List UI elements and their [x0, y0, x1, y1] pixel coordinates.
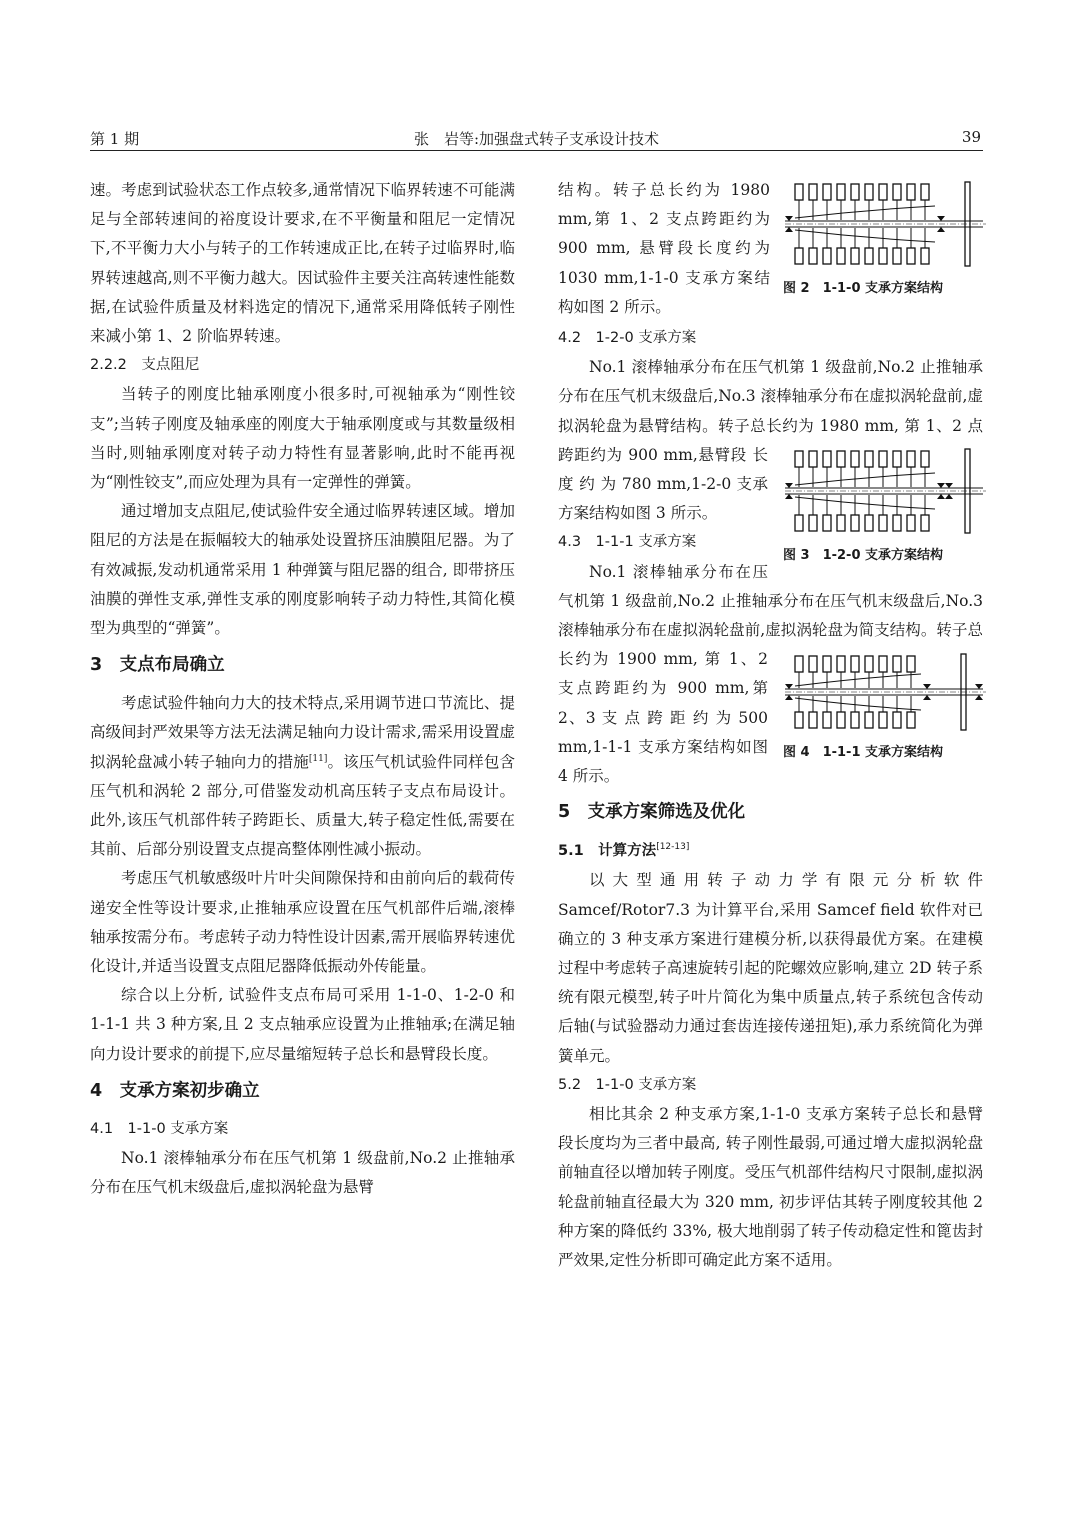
bearing-symbol: [923, 684, 931, 689]
drum-outline: [795, 473, 935, 485]
drum-outline: [795, 674, 921, 686]
bearing-symbol: [785, 684, 793, 689]
compressor-disk: [907, 712, 915, 728]
compressor-disk: [809, 451, 817, 467]
bearing-symbol: [923, 695, 931, 700]
compressor-disk: [851, 451, 859, 467]
compressor-disk: [823, 248, 831, 264]
drum-outline: [795, 698, 921, 710]
compressor-disk: [795, 184, 803, 200]
compressor-disk: [837, 515, 845, 531]
figure-4: [783, 652, 988, 767]
compressor-disk: [851, 184, 859, 200]
citation: [11]: [308, 753, 328, 764]
compressor-disk: [865, 656, 873, 672]
figure-2-caption: 图 2 1-1-0 支承方案结构: [783, 281, 944, 296]
compressor-disk: [879, 515, 887, 531]
compressor-disk: [865, 515, 873, 531]
compressor-disk: [921, 248, 929, 264]
figure-3-caption: 图 3 1-2-0 支承方案结构: [783, 548, 944, 564]
compressor-disk: [865, 451, 873, 467]
compressor-disk: [907, 515, 915, 531]
compressor-disk: [795, 451, 803, 467]
compressor-disk: [795, 712, 803, 728]
compressor-disk: [823, 712, 831, 728]
compressor-disk: [851, 248, 859, 264]
figure-2: [783, 180, 988, 303]
compressor-disk: [865, 248, 873, 264]
subsection-heading-4-1: 4.1 1-1-0 支承方案: [90, 1120, 229, 1137]
compressor-disk: [893, 451, 901, 467]
compressor-disk: [921, 515, 929, 531]
compressor-disk: [837, 184, 845, 200]
paragraph: No.1 滚棒轴承分布在压气机第 1 级盘前,No.2 止推轴承分布在压气机末级盘后,No.3 滚棒轴承分布在虚拟涡轮盘前,虚拟涡轮盘为简支结构。转子总长约为 1900 mm, 第 1、2 支点跨距约为 900 mm,第 2、3 支 点 跨 距 约 为 500 mm,1-1-1 支承方案结构如图 4 所示。: [558, 562, 983, 786]
subsection-heading-4-2: 4.2 1-2-0 支承方案: [558, 330, 697, 347]
compressor-disk: [809, 656, 817, 672]
compressor-disk: [865, 712, 873, 728]
rotor-diagram-1-1-1: [783, 652, 988, 732]
compressor-disk: [865, 184, 873, 200]
drum-outline: [795, 206, 935, 218]
compressor-disk: [809, 515, 817, 531]
paragraph: 当转子的刚度比轴承刚度小很多时,可视轴承为“刚性铰支”;当转子刚度及轴承座的刚度大于轴承刚度或与其数量级相当时,则轴承刚度对转子动力特性有显著影响,此时不能再视为“刚性铰支”,而应处理为具有一定弹性的弹簧。: [90, 385, 515, 492]
compressor-disk: [879, 451, 887, 467]
section-heading-5: 5 支承方案筛选及优化: [558, 802, 746, 823]
compressor-disk: [921, 184, 929, 200]
page-number: 39: [961, 128, 981, 146]
subsection-heading-5-1: 5.1 计算方法[12-13]: [558, 842, 690, 860]
compressor-disk: [907, 656, 915, 672]
figure-4-caption: 图 4 1-1-1 支承方案结构: [783, 744, 944, 760]
compressor-disk: [893, 248, 901, 264]
compressor-disk: [907, 248, 915, 264]
compressor-disk: [837, 451, 845, 467]
compressor-disk: [837, 248, 845, 264]
paragraph: 以大型通用转子动力学有限元分析软件 Samcef/Rotor7.3 为计算平台,采用 Samcef field 软件对已确立的 3 种支承方案进行建模分析,以获得最优方案。在建模过程中考虑转子高速旋转引起的陀螺效应影响,建立 2D 转子系统有限元模型,转子叶片简化为集中质量点,转子系统包含传动后轴(与试验器动力通过套齿连接传递扭矩),承力系统简化为弹簧单元。: [558, 871, 983, 1065]
compressor-disk: [851, 712, 859, 728]
compressor-disk: [879, 656, 887, 672]
compressor-disk: [795, 515, 803, 531]
paragraph: 考虑压气机敏感级叶片叶尖间隙保持和由前向后的载荷传递安全性等设计要求,止推轴承应设置在压气机部件后端,滚棒轴承按需分布。考虑转子动力特性设计因素,需开展临界转速优化设计,并适当设置支点阻尼器降低振动外传能量。: [90, 869, 515, 976]
issue-number: 第 1 期: [90, 130, 140, 148]
running-title: 张 岩等:加强盘式转子支承设计技术: [413, 130, 660, 148]
figure-3: [783, 447, 988, 570]
compressor-disk: [823, 515, 831, 531]
compressor-disk: [823, 451, 831, 467]
rotor-diagram-1-2-0: [783, 447, 988, 535]
compressor-disk: [879, 712, 887, 728]
compressor-disk: [795, 248, 803, 264]
compressor-disk: [851, 515, 859, 531]
left-column: [90, 176, 515, 1203]
bearing-symbol: [785, 227, 793, 232]
subsection-heading-5-2: 5.2 1-1-0 支承方案: [558, 1076, 697, 1093]
bearing-symbol: [937, 494, 945, 499]
running-header: [90, 128, 983, 151]
compressor-disk: [809, 248, 817, 264]
citation: [12-13]: [656, 842, 690, 853]
bearing-symbol: [975, 684, 983, 689]
compressor-disk: [879, 184, 887, 200]
compressor-disk: [837, 656, 845, 672]
subsection-heading-2-2-2: 2.2.2 支点阻尼: [90, 357, 200, 374]
paragraph: 通过增加支点阻尼,使试验件安全通过临界转速区域。增加阻尼的方法是在振幅较大的轴承处设置挤压油膜阻尼器。为了有效减振,发动机通常采用 1 种弹簧与阻尼器的组合, 即带挤压油膜的弹性支承,弹性支承的刚度影响转子动力特性,其简化模型为典型的“弹簧”。: [90, 502, 515, 638]
compressor-disk: [795, 656, 803, 672]
subsection-heading-4-3: 4.3 1-1-1 支承方案: [558, 534, 697, 551]
paragraph: 考虑试验件轴向力大的技术特点,采用调节进口节流比、提高级间封严效果等方法无法满足轴向力设计需求,需采用设置虚拟涡轮盘减小转子轴向力的措施[11]。该压气机试验件同样包含压气机和涡轮 2 部分,可借鉴发动机高压转子支点布局设计。此外,该压气机部件转子跨距长、质量大,转子稳定性低,需要在其前、后部分别设置支点提高整体刚性减小振动。: [90, 694, 515, 859]
bearing-symbol: [975, 695, 983, 700]
compressor-disk: [851, 656, 859, 672]
compressor-disk: [921, 451, 929, 467]
drum-outline: [795, 497, 935, 509]
compressor-disk: [879, 248, 887, 264]
compressor-disk: [907, 184, 915, 200]
bearing-symbol: [785, 494, 793, 499]
paragraph: No.1 滚棒轴承分布在压气机第 1 级盘前,No.2 止推轴承分布在压气机末级盘后,No.3 滚棒轴承分布在虚拟涡轮盘前,虚拟涡轮盘为悬臂结构。转子总长约为 1980 mm, 第 1、2 点跨距约为 900 mm,悬臂段 长 度 约 为 780 mm,1-2-0 支承方案结构如图 3 所示。: [558, 353, 983, 528]
right-column: [558, 176, 983, 1275]
bearing-symbol: [785, 695, 793, 700]
bearing-symbol: [785, 483, 793, 488]
drum-outline: [795, 230, 935, 242]
paragraph: 结构。转子总长约为 1980 mm,第 1、2 支点跨距约为 900 mm, 悬臂段长度约为 1030 mm,1-1-0 支承方案结构如图 2 所示。: [558, 181, 770, 316]
compressor-disk: [809, 712, 817, 728]
paragraph: No.1 滚棒轴承分布在压气机第 1 级盘前,No.2 止推轴承分布在压气机末级盘后,虚拟涡轮盘为悬臂: [90, 1149, 515, 1197]
paragraph: 速。考虑到试验状态工作点较多,通常情况下临界转速不可能满足与全部转速间的裕度设计要求,在不平衡量和阻尼一定情况下,不平衡力大小与转子的工作转速成正比,在转子过临界时,临界转速越高,则不平衡力越大。因试验件主要关注高转速性能数据,在试验件质量及材料选定的情况下,通常采用降低转子刚性来减小第 1、2 阶临界转速。: [90, 181, 515, 346]
bearing-symbol: [945, 483, 953, 488]
bearing-symbol: [937, 483, 945, 488]
compressor-disk: [809, 184, 817, 200]
bearing-symbol: [937, 216, 945, 221]
compressor-disk: [907, 451, 915, 467]
section-heading-3: 3 支点布局确立: [90, 655, 225, 676]
paragraph: 相比其余 2 种支承方案,1-1-0 支承方案转子总长和悬臂段长度均为三者中最高, 转子刚性最弱,可通过增大虚拟涡轮盘前轴直径以增加转子刚度。受压气机部件结构尺寸限制,虚拟涡轮盘前轴直径最大为 320 mm, 初步评估其转子刚度较其他 2 种方案的降低约 33%, 极大地削弱了转子传动稳定性和篦齿封严效果,定性分析即可确定此方案不适用。: [558, 1104, 983, 1269]
compressor-disk: [837, 712, 845, 728]
rotor-diagram-1-1-0: [783, 180, 988, 268]
bearing-symbol: [945, 494, 953, 499]
compressor-disk: [823, 184, 831, 200]
compressor-disk: [893, 184, 901, 200]
compressor-disk: [893, 515, 901, 531]
compressor-disk: [823, 656, 831, 672]
bearing-symbol: [937, 227, 945, 232]
compressor-disk: [893, 712, 901, 728]
compressor-disk: [893, 656, 901, 672]
bearing-symbol: [785, 216, 793, 221]
paragraph: 综合以上分析, 试验件支点布局可采用 1-1-0、1-2-0 和 1-1-1 共 3 种方案,且 2 支点轴承应设置为止推轴承;在满足轴向力设计要求的前提下,应尽量缩短转子总长和悬臂段长度。: [90, 986, 515, 1063]
section-heading-4: 4 支承方案初步确立: [90, 1080, 260, 1101]
